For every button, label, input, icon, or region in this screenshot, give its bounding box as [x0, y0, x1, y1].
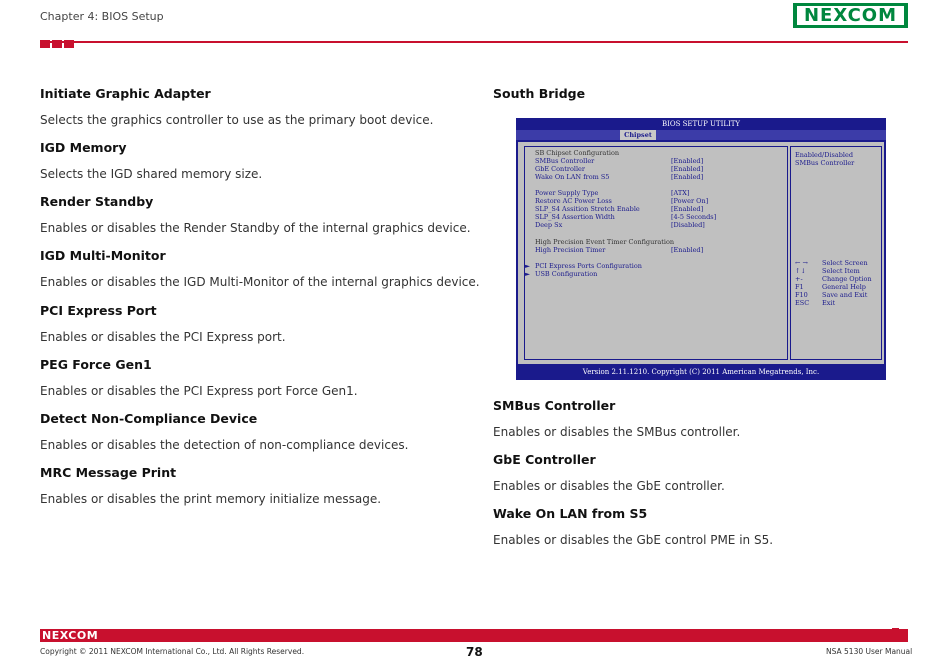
bios-option-label[interactable]: Deep Sx: [535, 221, 563, 229]
bios-option-label[interactable]: High Precision Timer: [535, 246, 606, 254]
left-heading-7: MRC Message Print: [40, 465, 177, 480]
nexcom-logo-text: NEXCOM: [797, 6, 904, 25]
bios-key-action: Select Screen: [822, 259, 868, 267]
bios-help-line: Enabled/Disabled: [795, 151, 853, 159]
bios-key: F1: [795, 283, 804, 291]
bios-key-action: General Help: [822, 283, 866, 291]
bios-help-line: SMBus Controller: [795, 159, 855, 167]
page-number: 78: [466, 645, 483, 659]
bios-title: BIOS SETUP UTILITY: [661, 120, 741, 128]
left-heading-1: IGD Memory: [40, 140, 127, 155]
bios-key-action: Exit: [822, 299, 836, 307]
bios-option-value[interactable]: [Disabled]: [671, 221, 705, 229]
left-heading-2: Render Standby: [40, 194, 154, 209]
bios-option-label[interactable]: Restore AC Power Loss: [535, 197, 612, 205]
bios-key: ↑↓: [795, 267, 806, 275]
footer-bar: [40, 629, 908, 642]
footer-logo: NEXCOM: [42, 629, 99, 642]
left-desc-7: Enables or disables the print memory initialize message.: [40, 492, 382, 506]
bios-option-label[interactable]: GbE Controller: [535, 165, 585, 173]
nexcom-logo: [793, 3, 908, 28]
footer-manual-name: NSA 5130 User Manual: [826, 647, 913, 656]
bios-option-value[interactable]: [Enabled]: [671, 165, 704, 173]
bios-option-value[interactable]: [Enabled]: [671, 157, 704, 165]
left-desc-2: Enables or disables the Render Standby of the internal graphics device.: [40, 221, 471, 235]
submenu-arrow-icon: ►: [525, 270, 530, 278]
submenu-arrow-icon: ►: [525, 262, 530, 270]
right-desc-2: Enables or disables the GbE control PME in S5.: [493, 533, 774, 547]
bios-screenshot: [516, 118, 886, 380]
bios-submenu-pci-express[interactable]: PCI Express Ports Configuration: [535, 262, 642, 270]
right-heading-2: Wake On LAN from S5: [493, 506, 648, 521]
bios-submenu-usb[interactable]: USB Configuration: [535, 270, 598, 278]
bios-option-value[interactable]: [Enabled]: [671, 246, 704, 254]
bios-option-value[interactable]: [ATX]: [671, 189, 690, 197]
bios-option-value[interactable]: [Enabled]: [671, 173, 704, 181]
bios-key-action: Select Item: [822, 267, 860, 275]
bios-footer: Version 2.11.1210. Copyright (C) 2011 American Megatrends, Inc.: [582, 368, 820, 376]
right-desc-1: Enables or disables the GbE controller.: [493, 479, 725, 493]
bios-option-label[interactable]: Wake On LAN from S5: [535, 173, 610, 181]
bios-key-action: Change Option: [822, 275, 872, 283]
left-heading-4: PCI Express Port: [40, 303, 157, 318]
bios-help-pane: [790, 146, 882, 360]
bios-key: ESC: [795, 299, 810, 307]
header-square-2: [52, 40, 62, 48]
left-heading-5: PEG Force Gen1: [40, 357, 152, 372]
bios-section-header: SB Chipset Configuration: [535, 149, 620, 157]
left-desc-5: Enables or disables the PCI Express port Force Gen1.: [40, 384, 358, 398]
right-desc-0: Enables or disables the SMBus controller.: [493, 425, 741, 439]
left-desc-4: Enables or disables the PCI Express port.: [40, 330, 286, 344]
footer-copyright: Copyright © 2011 NEXCOM International Co., Ltd. All Rights Reserved.: [40, 647, 305, 656]
left-heading-3: IGD Multi-Monitor: [40, 248, 166, 263]
header-square-3: [64, 40, 74, 48]
left-heading-0: Initiate Graphic Adapter: [40, 86, 211, 101]
bios-key: +-: [795, 275, 803, 283]
bios-key-action: Save and Exit: [822, 291, 868, 299]
bios-option-label[interactable]: SLP_S4 Assition Stretch Enable: [535, 205, 640, 213]
right-heading-1: GbE Controller: [493, 452, 596, 467]
bios-option-value[interactable]: [4-5 Seconds]: [671, 213, 717, 221]
footer-square-1: [892, 628, 899, 634]
left-desc-3: Enables or disables the IGD Multi-Monitor of the internal graphics device.: [40, 275, 480, 289]
left-desc-6: Enables or disables the detection of non-compliance devices.: [40, 438, 409, 452]
bios-hpet-header: High Precision Event Timer Configuration: [535, 238, 675, 246]
left-desc-1: Selects the IGD shared memory size.: [40, 167, 263, 181]
bios-settings-pane: [524, 146, 788, 360]
header-square-1: [40, 40, 50, 48]
bios-tab-bar: [516, 130, 886, 140]
left-heading-6: Detect Non-Compliance Device: [40, 411, 258, 426]
bios-key: F10: [795, 291, 808, 299]
right-heading-0: SMBus Controller: [493, 398, 616, 413]
bios-option-value[interactable]: [Power On]: [671, 197, 709, 205]
chapter-title: Chapter 4: BIOS Setup: [40, 10, 164, 23]
bios-key: ← →: [795, 259, 808, 267]
left-desc-0: Selects the graphics controller to use as the primary boot device.: [40, 113, 434, 127]
bios-option-value[interactable]: [Enabled]: [671, 205, 704, 213]
bios-option-label[interactable]: SLP_S4 Assertion Width: [535, 213, 615, 221]
header-divider: [40, 41, 908, 43]
bios-panel: [518, 142, 884, 364]
bios-option-label[interactable]: Power Supply Type: [535, 189, 599, 197]
bios-option-label[interactable]: SMBus Controller: [535, 157, 595, 165]
bios-tab-chipset[interactable]: Chipset: [620, 130, 656, 140]
section-title-south-bridge: South Bridge: [493, 86, 586, 101]
